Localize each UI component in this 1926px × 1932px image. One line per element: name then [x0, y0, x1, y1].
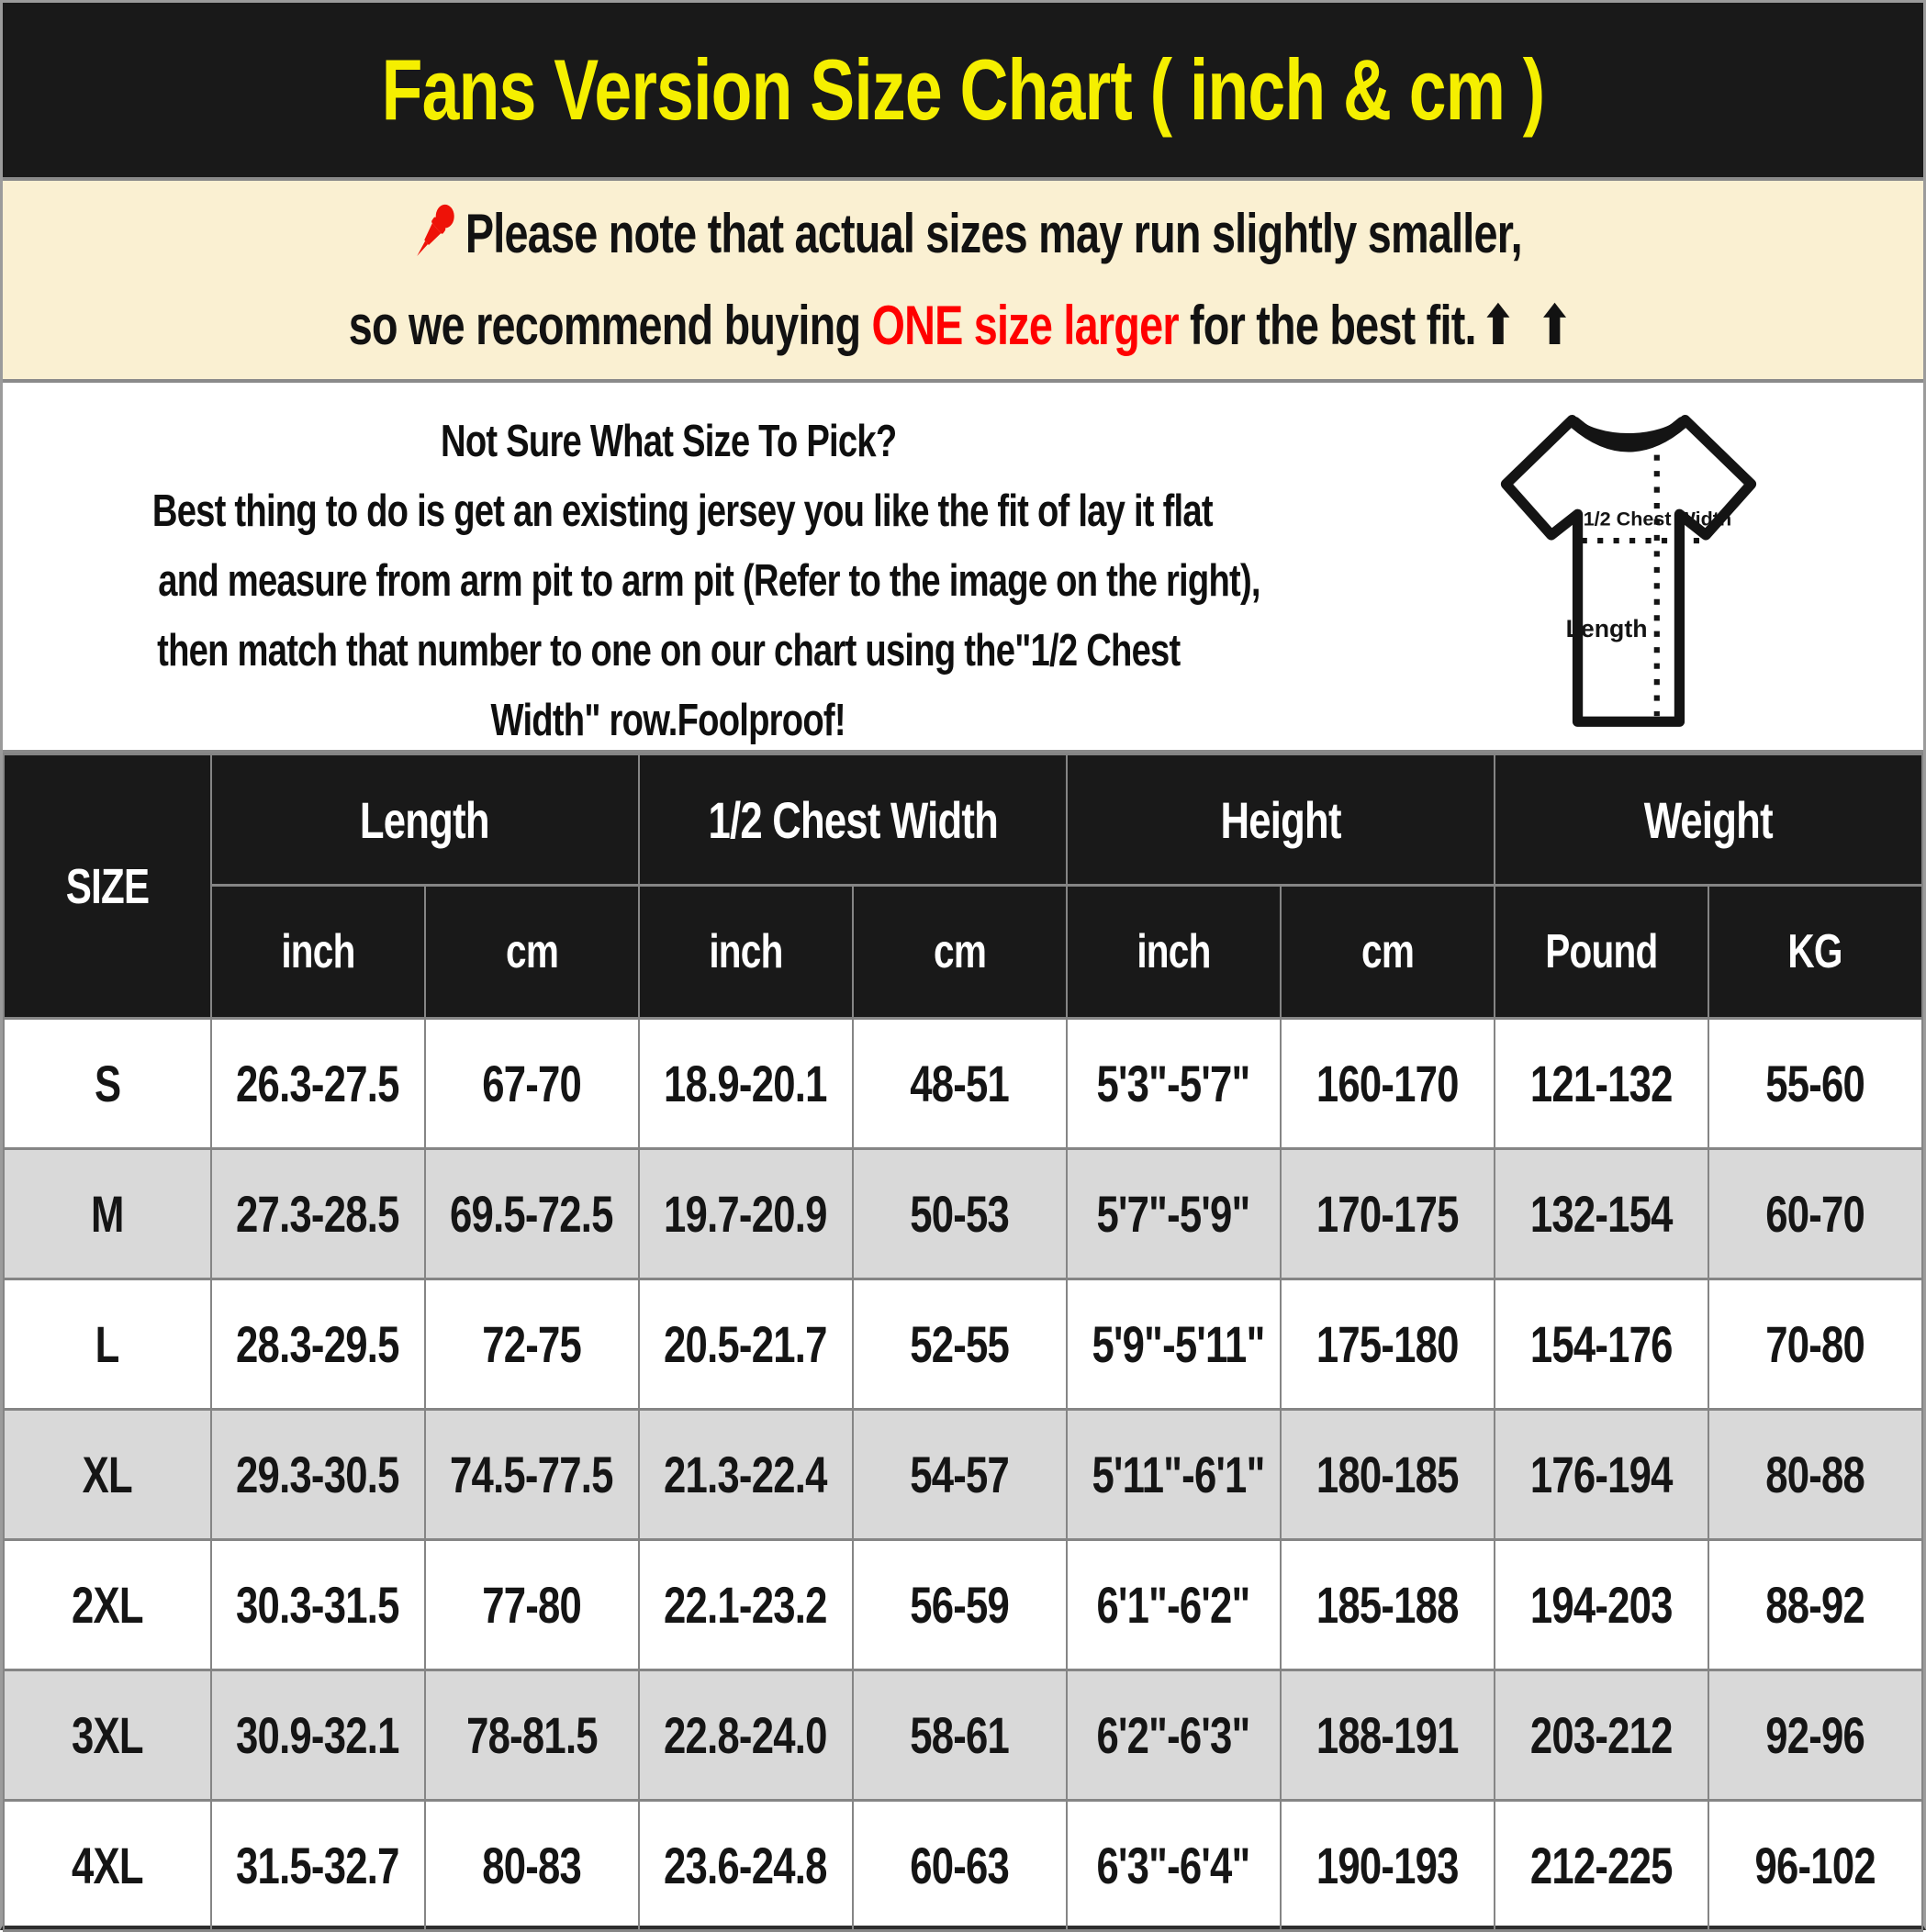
unit-header: cm — [853, 886, 1067, 1019]
unit-header: cm — [425, 886, 639, 1019]
notice-line-2 — [175, 280, 1751, 372]
cell: 26.3-27.5 — [211, 1019, 425, 1149]
cell: 6'3"-6'4" — [1067, 1801, 1281, 1931]
cell: 203-212 — [1495, 1670, 1708, 1801]
cell: 190-193 — [1281, 1801, 1495, 1931]
table-row-m — [4, 1149, 1922, 1279]
size-cell: XL — [4, 1410, 211, 1540]
notice-line-1 — [246, 188, 1680, 280]
notice-text-1: Please note that actual sizes may run slightly smaller, — [465, 203, 1523, 264]
cell: 70-80 — [1708, 1279, 1922, 1410]
cell: 5'9"-5'11" — [1067, 1279, 1281, 1410]
sizing-guide-section — [3, 383, 1923, 750]
cell: 19.7-20.9 — [639, 1149, 853, 1279]
cell: 30.3-31.5 — [211, 1540, 425, 1670]
group-header-length: Length — [211, 754, 639, 886]
tshirt-outline — [1506, 420, 1752, 722]
cell: 175-180 — [1281, 1279, 1495, 1410]
unit-header: inch — [1067, 886, 1281, 1019]
size-cell: 3XL — [4, 1670, 211, 1801]
cell: 154-176 — [1495, 1279, 1708, 1410]
cell: 180-185 — [1281, 1410, 1495, 1540]
notice-text-2-suffix: for the best fit. — [1178, 295, 1476, 356]
cell: 96-102 — [1708, 1801, 1922, 1931]
cell: 29.3-30.5 — [211, 1410, 425, 1540]
cell: 20.5-21.7 — [639, 1279, 853, 1410]
unit-header: inch — [639, 886, 853, 1019]
size-cell: M — [4, 1149, 211, 1279]
cell: 170-175 — [1281, 1149, 1495, 1279]
notice-banner — [3, 177, 1923, 383]
cell: 88-92 — [1708, 1540, 1922, 1670]
guide-heading: Not Sure What Size To Pick? — [440, 417, 897, 466]
sizing-guide-text — [3, 383, 1334, 750]
cell: 56-59 — [853, 1540, 1067, 1670]
guide-line: and measure from arm pit to arm pit (Refer to the image on the right), — [158, 556, 1260, 606]
cell: 6'1"-6'2" — [1067, 1540, 1281, 1670]
size-table-section — [3, 750, 1923, 1932]
table-row-s — [4, 1019, 1922, 1149]
size-column-header: SIZE — [4, 754, 211, 1019]
page-title: Fans Version Size Chart ( inch & cm ) — [381, 41, 1545, 138]
cell: 22.1-23.2 — [639, 1540, 853, 1670]
cell: 69.5-72.5 — [425, 1149, 639, 1279]
cell: 5'7"-5'9" — [1067, 1149, 1281, 1279]
cell: 77-80 — [425, 1540, 639, 1670]
cell: 31.5-32.7 — [211, 1801, 425, 1931]
guide-line: Best thing to do is get an existing jersey you like the fit of lay it flat — [151, 486, 1213, 536]
table-row-2xl — [4, 1540, 1922, 1670]
cell: 52-55 — [853, 1279, 1067, 1410]
cell: 176-194 — [1495, 1410, 1708, 1540]
cell: 5'11"-6'1" — [1067, 1410, 1281, 1540]
title-bar — [3, 3, 1923, 177]
table-row-3xl — [4, 1670, 1922, 1801]
cell: 48-51 — [853, 1019, 1067, 1149]
cell: 55-60 — [1708, 1019, 1922, 1149]
cell: 6'2"-6'3" — [1067, 1670, 1281, 1801]
cell: 92-96 — [1708, 1670, 1922, 1801]
cell: 22.8-24.0 — [639, 1670, 853, 1801]
group-header-weight: Weight — [1495, 754, 1922, 886]
cell: 212-225 — [1495, 1801, 1708, 1931]
table-row-l — [4, 1279, 1922, 1410]
cell: 80-88 — [1708, 1410, 1922, 1540]
cell: 67-70 — [425, 1019, 639, 1149]
cell: 188-191 — [1281, 1670, 1495, 1801]
cell: 60-63 — [853, 1801, 1067, 1931]
cell: 23.6-24.8 — [639, 1801, 853, 1931]
size-cell: 4XL — [4, 1801, 211, 1931]
cell: 21.3-22.4 — [639, 1410, 853, 1540]
cell: 74.5-77.5 — [425, 1410, 639, 1540]
group-header-height: Height — [1067, 754, 1495, 886]
cell: 121-132 — [1495, 1019, 1708, 1149]
cell: 160-170 — [1281, 1019, 1495, 1149]
cell: 54-57 — [853, 1410, 1067, 1540]
cell: 58-61 — [853, 1670, 1067, 1801]
cell: 78-81.5 — [425, 1670, 639, 1801]
unit-header: KG — [1708, 886, 1922, 1019]
unit-header: cm — [1281, 886, 1495, 1019]
group-header-chest-width: 1/2 Chest Width — [639, 754, 1067, 886]
size-cell: L — [4, 1279, 211, 1410]
cell: 185-188 — [1281, 1540, 1495, 1670]
cell: 60-70 — [1708, 1149, 1922, 1279]
guide-line: then match that number to one on our chart using the"1/2 Chest — [156, 626, 1181, 676]
sizing-guide-art — [1334, 383, 1923, 750]
table-unit-header-row — [4, 886, 1922, 1019]
cell: 194-203 — [1495, 1540, 1708, 1670]
up-arrows-icon: ⬆ ⬆ — [1480, 295, 1578, 356]
cell: 72-75 — [425, 1279, 639, 1410]
tshirt-measure-diagram — [1427, 397, 1831, 748]
table-row-xl — [4, 1410, 1922, 1540]
size-cell: 2XL — [4, 1540, 211, 1670]
cell: 28.3-29.5 — [211, 1279, 425, 1410]
size-cell: S — [4, 1019, 211, 1149]
cell: 18.9-20.1 — [639, 1019, 853, 1149]
notice-highlight: ONE size larger — [871, 295, 1179, 356]
table-group-header-row — [4, 754, 1922, 886]
size-chart-table — [3, 753, 1923, 1932]
cell: 5'3"-5'7" — [1067, 1019, 1281, 1149]
cell: 27.3-28.5 — [211, 1149, 425, 1279]
length-label: Length — [1565, 614, 1648, 642]
cell: 132-154 — [1495, 1149, 1708, 1279]
unit-header: inch — [211, 886, 425, 1019]
notice-text-2-prefix: so we recommend buying — [348, 295, 872, 356]
unit-header: Pound — [1495, 886, 1708, 1019]
table-row-4xl — [4, 1801, 1922, 1931]
chest-width-label: 1/2 Chest Width — [1583, 507, 1732, 530]
guide-line: Width" row.Foolproof! — [490, 696, 846, 745]
pushpin-icon — [404, 194, 465, 271]
cell: 30.9-32.1 — [211, 1670, 425, 1801]
cell: 50-53 — [853, 1149, 1067, 1279]
cell: 80-83 — [425, 1801, 639, 1931]
